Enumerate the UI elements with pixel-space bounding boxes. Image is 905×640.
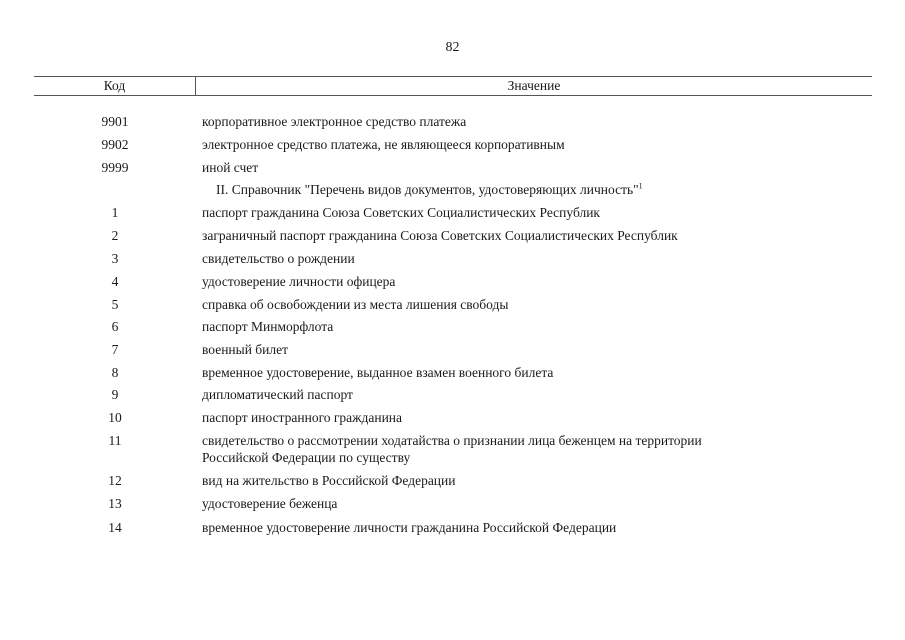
row-value: военный билет — [202, 342, 289, 357]
row-value: вид на жительство в Российской Федерации — [202, 473, 456, 488]
row-code: 5 — [111, 297, 119, 312]
row-value: удостоверение беженца — [202, 496, 338, 511]
row-value-line: свидетельство о рассмотрении ходатайства о признании лица беженцем на территории — [202, 433, 702, 448]
row-value: иной счет — [202, 160, 259, 175]
row-value: паспорт гражданина Союза Советских Социалистических Республик — [202, 205, 600, 220]
row-code: 3 — [111, 251, 119, 266]
row-value: временное удостоверение, выданное взамен военного билета — [202, 365, 554, 380]
row-code: 14 — [108, 520, 122, 535]
row-value: заграничный паспорт гражданина Союза Советских Социалистических Республик — [202, 228, 678, 243]
row-code: 7 — [111, 342, 119, 357]
row-value: дипломатический паспорт — [202, 387, 353, 402]
row-code: 8 — [111, 365, 119, 380]
column-header-code: Код — [34, 77, 196, 95]
row-code: 12 — [108, 473, 122, 488]
row-value: корпоративное электронное средство платежа — [202, 114, 467, 129]
row-value: паспорт иностранного гражданина — [202, 410, 403, 425]
table-header — [34, 76, 872, 96]
row-code: 9999 — [101, 160, 129, 175]
row-code: 9902 — [101, 137, 129, 152]
row-code: 1 — [111, 205, 119, 220]
row-value: временное удостоверение личности гражданина Российской Федерации — [202, 520, 617, 535]
row-code: 6 — [111, 319, 119, 334]
section-title — [216, 181, 856, 198]
row-code: 10 — [108, 410, 122, 425]
footnote-marker: 1 — [638, 181, 643, 191]
row-code: 9 — [111, 387, 119, 402]
column-header-value: Значение — [507, 78, 561, 93]
row-value: свидетельство о рождении — [202, 251, 355, 266]
section-title-text: II. Справочник "Перечень видов документов, удостоверяющих личность" — [216, 182, 639, 197]
row-value: паспорт Минморфлота — [202, 319, 334, 334]
row-value: удостоверение личности офицера — [202, 274, 396, 289]
row-code: 4 — [111, 274, 119, 289]
row-value-line: Российской Федерации по существу — [202, 450, 411, 465]
row-code: 13 — [108, 496, 122, 511]
row-code: 2 — [111, 228, 119, 243]
row-code: 9901 — [101, 114, 129, 129]
row-value — [202, 432, 842, 466]
page-number: 82 — [445, 40, 460, 55]
row-value: электронное средство платежа, не являющееся корпоративным — [202, 137, 565, 152]
row-value: справка об освобождении из места лишения свободы — [202, 297, 509, 312]
row-code: 11 — [108, 433, 122, 448]
